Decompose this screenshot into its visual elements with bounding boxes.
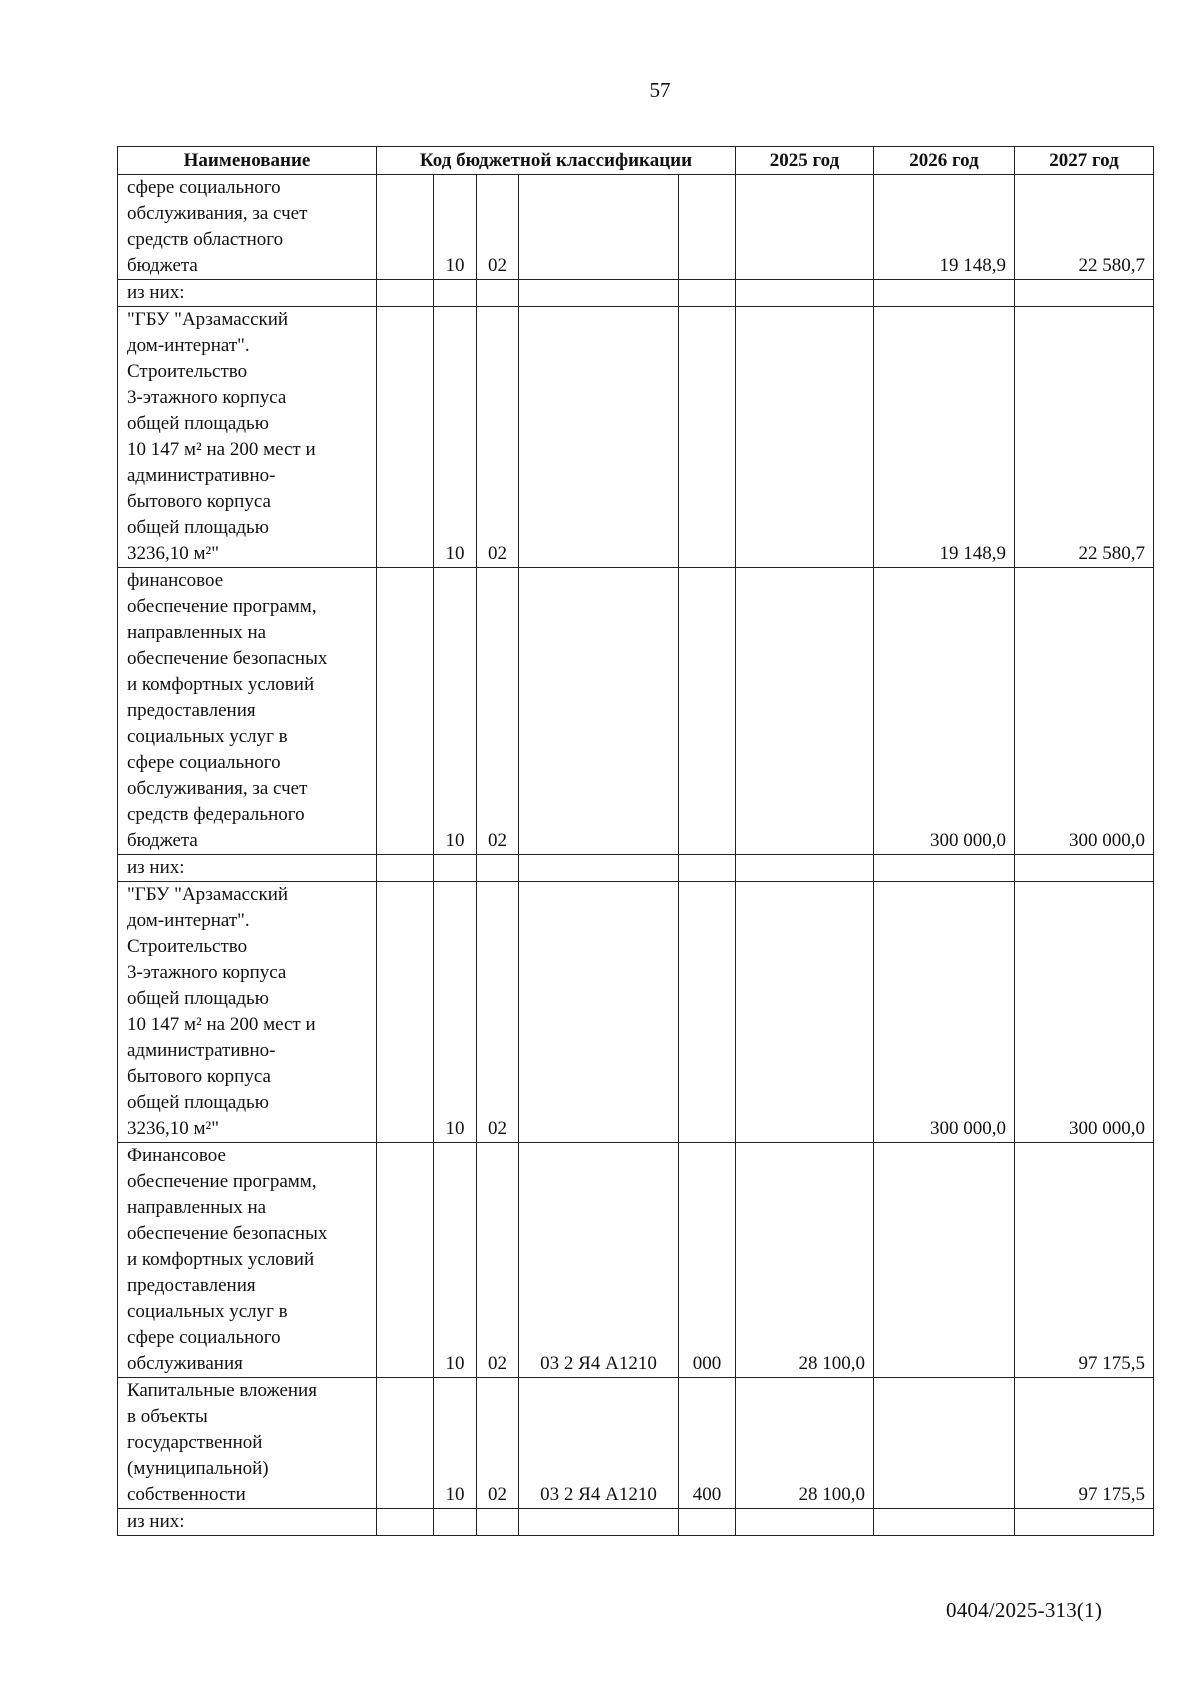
cell-code-blank [377,568,434,855]
header-row [118,147,1154,175]
table-row [118,307,1154,568]
cell-2026: 19 148,9 [874,175,1015,280]
cell-target-article [519,855,679,882]
cell-2026 [874,1378,1015,1509]
header-name: Наименование [118,147,377,175]
cell-2026 [874,280,1015,307]
cell-target-article [519,307,679,568]
table-row [118,1509,1154,1536]
cell-2027: 97 175,5 [1015,1378,1154,1509]
cell-code-blank [377,1509,434,1536]
cell-name: сфере социального обслуживания, за счет средств областного бюджета [118,175,377,280]
cell-target-article [519,568,679,855]
page-number: 57 [649,78,671,102]
cell-subsection: 02 [477,1378,519,1509]
budget-table [117,146,1154,1536]
cell-name: Финансовое обеспечение программ, направленных на обеспечение безопасных и комфортных условий предоставления социальных услуг в сфере социального обслуживания [118,1143,377,1378]
cell-expense-type [679,568,736,855]
cell-code-blank [377,307,434,568]
cell-2025 [736,855,874,882]
cell-2027: 22 580,7 [1015,175,1154,280]
cell-2025 [736,568,874,855]
cell-expense-type [679,855,736,882]
cell-code-blank [377,855,434,882]
cell-target-article: 03 2 Я4 А1210 [519,1378,679,1509]
cell-name: "ГБУ "Арзамасский дом-интернат". Строительство 3-этажного корпуса общей площадью 10 147 м² на 200 мест и административно- бытового корпуса общей площадью 3236,10 м²" [118,882,377,1143]
cell-subsection: 02 [477,568,519,855]
cell-2025: 28 100,0 [736,1378,874,1509]
header-2026: 2026 год [874,147,1015,175]
cell-2027: 22 580,7 [1015,307,1154,568]
header-code: Код бюджетной классификации [377,147,736,175]
cell-code-blank [377,882,434,1143]
cell-name: из них: [118,280,377,307]
cell-section: 10 [434,175,477,280]
cell-subsection [477,855,519,882]
cell-2026 [874,1509,1015,1536]
cell-target-article [519,280,679,307]
table-row [118,1143,1154,1378]
cell-section [434,855,477,882]
cell-2025 [736,175,874,280]
cell-2027 [1015,280,1154,307]
cell-name: из них: [118,1509,377,1536]
cell-section: 10 [434,568,477,855]
cell-section: 10 [434,1143,477,1378]
cell-2025 [736,882,874,1143]
cell-2026 [874,1143,1015,1378]
table-row [118,175,1154,280]
cell-subsection: 02 [477,1143,519,1378]
cell-expense-type: 000 [679,1143,736,1378]
cell-2026: 300 000,0 [874,568,1015,855]
cell-2027 [1015,1509,1154,1536]
cell-name: финансовое обеспечение программ, направленных на обеспечение безопасных и комфортных условий предоставления социальных услуг в сфере социального обслуживания, за счет средств федерального бюджета [118,568,377,855]
cell-subsection: 02 [477,307,519,568]
cell-name: из них: [118,855,377,882]
cell-2026: 300 000,0 [874,882,1015,1143]
cell-2025 [736,1509,874,1536]
cell-expense-type [679,307,736,568]
table-row [118,1378,1154,1509]
table-row [118,280,1154,307]
cell-target-article [519,882,679,1143]
cell-section: 10 [434,1378,477,1509]
cell-name: "ГБУ "Арзамасский дом-интернат". Строительство 3-этажного корпуса общей площадью 10 147 м² на 200 мест и административно- бытового корпуса общей площадью 3236,10 м²" [118,307,377,568]
cell-target-article [519,1509,679,1536]
header-2027: 2027 год [1015,147,1154,175]
cell-expense-type [679,175,736,280]
header-2025: 2025 год [736,147,874,175]
cell-code-blank [377,175,434,280]
cell-2027: 300 000,0 [1015,882,1154,1143]
cell-target-article: 03 2 Я4 А1210 [519,1143,679,1378]
cell-expense-type [679,280,736,307]
table-row [118,882,1154,1143]
cell-subsection [477,1509,519,1536]
cell-2025 [736,280,874,307]
cell-target-article [519,175,679,280]
cell-subsection: 02 [477,175,519,280]
cell-2027: 300 000,0 [1015,568,1154,855]
cell-section [434,280,477,307]
cell-2025 [736,307,874,568]
cell-2027: 97 175,5 [1015,1143,1154,1378]
cell-name: Капитальные вложения в объекты государственной (муниципальной) собственности [118,1378,377,1509]
cell-2025: 28 100,0 [736,1143,874,1378]
table-row [118,855,1154,882]
document-code: 0404/2025-313(1) [946,1598,1103,1622]
cell-2026: 19 148,9 [874,307,1015,568]
cell-expense-type: 400 [679,1378,736,1509]
cell-code-blank [377,1378,434,1509]
cell-subsection: 02 [477,882,519,1143]
cell-expense-type [679,1509,736,1536]
table-row [118,568,1154,855]
table-body [118,175,1154,1536]
cell-section: 10 [434,307,477,568]
cell-2026 [874,855,1015,882]
cell-2027 [1015,855,1154,882]
cell-subsection [477,280,519,307]
cell-section: 10 [434,882,477,1143]
cell-code-blank [377,280,434,307]
cell-expense-type [679,882,736,1143]
cell-section [434,1509,477,1536]
cell-code-blank [377,1143,434,1378]
